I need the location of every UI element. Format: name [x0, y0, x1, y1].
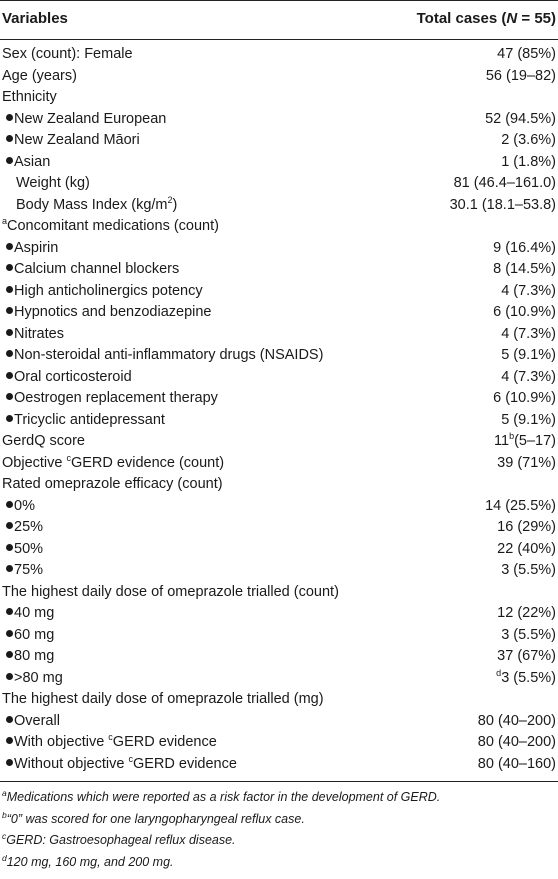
table-row	[0, 281, 558, 303]
superscript: c	[66, 452, 71, 463]
row-label	[6, 734, 217, 750]
row-value	[501, 369, 556, 385]
row-label	[2, 452, 225, 471]
row-value	[496, 667, 556, 686]
row-label-text: >80 mg	[14, 669, 63, 686]
header-variables: Variables	[2, 10, 68, 27]
row-label	[6, 562, 43, 578]
row-value	[497, 605, 556, 621]
row-label	[2, 433, 85, 449]
footnote-marker: b	[2, 809, 7, 820]
row-value	[493, 304, 556, 320]
row-label-text: Aspirin	[14, 239, 59, 256]
bullet-icon	[6, 737, 13, 744]
row-label	[6, 326, 64, 342]
row-label	[6, 369, 132, 385]
row-value	[501, 412, 556, 428]
row-value-text: 6 (10.9%)	[493, 390, 556, 406]
table-row	[0, 582, 558, 604]
row-value-text: 81 (46.4–161.0)	[453, 175, 556, 191]
row-label	[6, 541, 43, 557]
table-row	[0, 453, 558, 475]
row-label-text: 50%	[14, 540, 44, 557]
table-row	[0, 625, 558, 647]
row-value-text: (5–17)	[514, 433, 556, 449]
row-value-text: 39 (71%)	[497, 454, 556, 471]
bullet-icon	[6, 501, 13, 508]
row-value	[493, 261, 556, 277]
row-label-text: 80 mg	[14, 648, 55, 664]
row-value	[497, 455, 556, 471]
row-label-text: Calcium channel blockers	[14, 261, 180, 277]
table-header	[0, 0, 558, 40]
row-value-text: 22 (40%)	[497, 540, 556, 557]
bullet-icon	[6, 264, 13, 271]
row-label-suffix: GERD evidence (count)	[70, 454, 225, 471]
header-total-cases-text: Total cases (N = 55)	[416, 10, 556, 27]
row-label	[6, 154, 50, 170]
row-value	[485, 111, 556, 127]
bullet-icon	[6, 565, 13, 572]
row-value-text: 2 (3.6%)	[501, 132, 556, 148]
bullet-icon	[6, 157, 13, 164]
row-value-text: 52 (94.5%)	[485, 110, 556, 127]
superscript: 2	[167, 194, 173, 205]
bullet-icon	[6, 307, 13, 314]
row-label	[6, 519, 43, 535]
row-label-text: 0%	[14, 497, 35, 514]
bullet-icon	[6, 393, 13, 400]
row-value-text: 9 (16.4%)	[493, 239, 556, 256]
row-label-text: With objective	[14, 734, 109, 750]
header-total-cases	[417, 10, 556, 27]
row-value	[501, 326, 556, 342]
footnote-marker: b	[509, 431, 515, 442]
row-label	[6, 412, 165, 428]
row-label	[6, 347, 323, 363]
row-label	[6, 670, 63, 686]
row-value-text: 80 (40–160)	[477, 755, 556, 772]
bullet-icon	[6, 243, 13, 250]
row-label	[6, 627, 54, 643]
row-label-text: 25%	[14, 519, 44, 535]
table-row	[0, 410, 558, 432]
bullet-icon	[6, 372, 13, 379]
row-value	[450, 197, 556, 213]
row-label-text: Nitrates	[14, 325, 64, 342]
footnote-text: GERD: Gastroesophageal reflux disease.	[6, 833, 236, 847]
row-value-text: 80 (40–200)	[477, 734, 556, 750]
row-label	[6, 283, 203, 299]
row-label	[6, 304, 212, 320]
table-row	[0, 66, 558, 88]
footnote-marker: a	[2, 787, 7, 798]
row-label-text: Rated omeprazole efficacy (count)	[2, 476, 223, 492]
table-row	[0, 388, 558, 410]
footnote-text: Medications which were reported as a risk factor in the development of GERD.	[6, 790, 441, 804]
row-label-text: Oral corticosteroid	[14, 368, 132, 385]
row-label	[16, 175, 90, 191]
row-value-text: 4 (7.3%)	[501, 282, 556, 299]
table-row	[0, 173, 558, 195]
row-value-text: 56 (19–82)	[485, 67, 556, 84]
row-label-text: The highest daily dose of omeprazole trialled (count)	[2, 583, 339, 600]
table-row	[0, 87, 558, 109]
row-value	[501, 132, 556, 148]
table-row	[0, 216, 558, 238]
row-label-text: 40 mg	[14, 605, 55, 621]
row-label-text: Concomitant medications (count)	[7, 218, 219, 234]
footnote-marker: d	[496, 667, 502, 678]
bullet-icon	[6, 350, 13, 357]
row-label	[2, 68, 77, 84]
row-value	[501, 154, 556, 170]
table-row	[0, 732, 558, 754]
row-label	[6, 498, 35, 514]
row-value-text: 3 (5.5%)	[501, 626, 556, 643]
row-value	[497, 519, 556, 535]
table-row	[0, 431, 558, 453]
table-row	[0, 496, 558, 518]
row-value-text: 3 (5.5%)	[501, 562, 556, 578]
row-value	[501, 562, 556, 578]
superscript: c	[108, 732, 113, 743]
table-row	[0, 324, 558, 346]
row-value-text: 37 (67%)	[497, 648, 556, 664]
footnote-marker: c	[2, 830, 7, 841]
footnote	[2, 787, 556, 809]
bullet-icon	[6, 759, 13, 766]
table-row	[0, 259, 558, 281]
table-row	[0, 560, 558, 582]
row-label-text: Body Mass Index (kg/m	[16, 196, 168, 213]
row-label-text: Ethnicity	[2, 89, 57, 105]
row-value	[497, 648, 556, 664]
bullet-icon	[6, 329, 13, 336]
row-label	[6, 713, 60, 729]
row-label	[6, 261, 179, 277]
table-row	[0, 689, 558, 711]
table-row	[0, 109, 558, 131]
footnote-marker: a	[2, 216, 8, 227]
row-label-text: Weight (kg)	[16, 175, 90, 191]
bullet-icon	[6, 415, 13, 422]
row-value	[493, 390, 556, 406]
row-value	[497, 46, 556, 62]
row-label-text: Hypnotics and benzodiazepine	[14, 304, 212, 320]
row-value-text: 5 (9.1%)	[501, 411, 556, 428]
row-label-suffix: )	[172, 196, 178, 213]
table-row	[0, 668, 558, 690]
row-value-text: 80 (40–200)	[477, 712, 556, 729]
footnote	[2, 852, 556, 874]
row-label	[16, 194, 178, 213]
row-value	[478, 756, 556, 772]
bullet-icon	[6, 716, 13, 723]
row-label-suffix: GERD evidence	[112, 734, 217, 750]
row-value	[501, 347, 556, 363]
footnote	[2, 830, 556, 852]
table-row	[0, 474, 558, 496]
row-value-text: 16 (29%)	[497, 519, 556, 535]
row-value-text: 4 (7.3%)	[501, 325, 556, 342]
row-value-text: 30.1 (18.1–53.8)	[449, 196, 556, 213]
row-value-text: 6 (10.9%)	[493, 304, 556, 320]
bullet-icon	[6, 608, 13, 615]
row-value-text: 12 (22%)	[497, 605, 556, 621]
table-row	[0, 711, 558, 733]
row-label-text: 60 mg	[14, 626, 55, 643]
row-label	[6, 132, 140, 148]
footnote-text: “0” was scored for one laryngopharyngeal reflux case.	[6, 811, 305, 826]
row-value	[501, 283, 556, 299]
row-label	[2, 89, 57, 105]
bullet-icon	[6, 630, 13, 637]
row-value	[485, 498, 556, 514]
row-label-text: Overall	[14, 712, 60, 729]
row-value	[454, 175, 556, 191]
row-label	[6, 605, 54, 621]
row-label-text: 75%	[14, 562, 44, 578]
bullet-icon	[6, 286, 13, 293]
table-row	[0, 44, 558, 66]
row-value-text: 3 (5.5%)	[501, 669, 556, 686]
table-row	[0, 238, 558, 260]
bullet-icon	[6, 673, 13, 680]
row-label	[2, 476, 223, 492]
row-value-text: 14 (25.5%)	[485, 497, 556, 514]
row-value	[478, 734, 556, 750]
row-label	[2, 46, 133, 62]
bullet-icon	[6, 114, 13, 121]
bullet-icon	[6, 544, 13, 551]
row-label	[2, 218, 219, 234]
row-value	[501, 627, 556, 643]
bullet-icon	[6, 135, 13, 142]
table-row	[0, 367, 558, 389]
row-label-text: Without objective	[14, 755, 129, 772]
row-label-text: Asian	[14, 153, 51, 170]
row-label-text: The highest daily dose of omeprazole trialled (mg)	[2, 691, 324, 707]
table-row	[0, 195, 558, 217]
row-label	[6, 390, 218, 406]
row-value	[494, 433, 556, 449]
row-value-text: 1 (1.8%)	[501, 153, 556, 170]
footnote	[2, 809, 556, 831]
row-label-text: High anticholinergics potency	[14, 282, 203, 299]
row-value-text: 8 (14.5%)	[493, 261, 556, 277]
row-value-text: 47 (85%)	[497, 46, 556, 62]
row-label-suffix: GERD evidence	[132, 755, 237, 772]
footnote-text: 120 mg, 160 mg, and 200 mg.	[6, 854, 174, 869]
table-row	[0, 539, 558, 561]
value-prefix: 11	[494, 433, 510, 449]
row-value-text: 4 (7.3%)	[501, 368, 556, 385]
table-row	[0, 345, 558, 367]
row-value	[478, 713, 556, 729]
row-label-text: GerdQ score	[2, 433, 85, 449]
row-value	[493, 240, 556, 256]
row-label	[6, 111, 166, 127]
footer-rule	[0, 781, 558, 782]
table-row	[0, 517, 558, 539]
row-label-text: Objective	[2, 454, 67, 471]
row-value	[497, 541, 556, 557]
row-value	[486, 68, 556, 84]
row-label	[2, 584, 339, 600]
table-row	[0, 302, 558, 324]
row-label-text: New Zealand Māori	[14, 132, 140, 148]
bullet-icon	[6, 651, 13, 658]
row-label-text: Age (years)	[2, 67, 77, 84]
row-label	[6, 753, 237, 772]
row-label-text: Sex (count): Female	[2, 46, 133, 62]
bullet-icon	[6, 522, 13, 529]
row-label-text: Tricyclic antidepressant	[14, 411, 165, 428]
table-row	[0, 152, 558, 174]
row-label	[6, 648, 54, 664]
table-row	[0, 646, 558, 668]
row-label-text: New Zealand European	[14, 110, 167, 127]
superscript: c	[128, 753, 133, 764]
table-body	[0, 44, 558, 775]
table-row	[0, 754, 558, 776]
row-label-text: Non-steroidal anti-inflammatory drugs (NSAIDS)	[14, 347, 324, 363]
row-label	[6, 240, 58, 256]
footnote-marker: d	[2, 852, 7, 863]
row-label	[2, 691, 324, 707]
footnotes	[2, 787, 556, 873]
row-label-text: Oestrogen replacement therapy	[14, 390, 218, 406]
table-row	[0, 603, 558, 625]
table-row	[0, 130, 558, 152]
row-value-text: 5 (9.1%)	[501, 347, 556, 363]
